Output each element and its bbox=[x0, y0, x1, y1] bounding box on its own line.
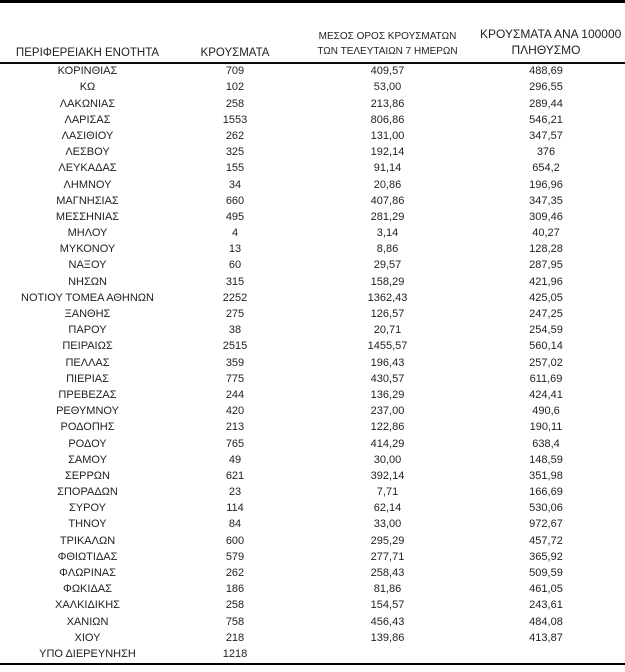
cell-cases: 758 bbox=[225, 615, 245, 628]
cell-cases: 420 bbox=[225, 405, 245, 418]
cell-per100k: 560,14 bbox=[529, 340, 563, 353]
cell-per100k: 530,06 bbox=[529, 502, 563, 515]
cell-cases: 325 bbox=[225, 146, 245, 159]
table-row bbox=[0, 258, 625, 274]
cell-per100k: 347,57 bbox=[529, 129, 563, 142]
table-row bbox=[0, 290, 625, 306]
cell-per100k: 421,96 bbox=[529, 275, 563, 288]
cell-region: ΜΕΣΣΗΝΙΑΣ bbox=[55, 210, 120, 223]
header-per100k-line1: ΚΡΟΥΣΜΑΤΑ ΑΝΑ 100000 bbox=[480, 27, 622, 42]
header-avg7-line2: ΤΩΝ ΤΕΛΕΥΤΑΙΩΝ 7 ΗΜΕΡΩΝ bbox=[317, 45, 458, 57]
cell-cases: 660 bbox=[225, 194, 245, 207]
cell-cases: 275 bbox=[225, 308, 245, 320]
cell-per100k: 376 bbox=[536, 146, 556, 159]
cell-region: ΣΥΡΟΥ bbox=[68, 502, 106, 515]
cell-region: ΞΑΝΘΗΣ bbox=[64, 308, 111, 320]
cell-avg7: 281,29 bbox=[370, 210, 405, 223]
table-row bbox=[0, 484, 625, 500]
table-row bbox=[0, 306, 625, 322]
cell-region: ΡΕΘΥΜΝΟΥ bbox=[56, 405, 119, 418]
cell-region: ΝΑΞΟΥ bbox=[68, 259, 107, 272]
table-row bbox=[0, 242, 625, 258]
cell-avg7: 277,71 bbox=[370, 550, 405, 563]
cell-per100k: 365,92 bbox=[529, 550, 563, 563]
cell-per100k: 457,72 bbox=[529, 534, 563, 547]
cell-cases: 262 bbox=[225, 567, 245, 579]
table-row bbox=[0, 646, 625, 662]
cell-cases: 258 bbox=[225, 97, 245, 110]
cell-cases: 13 bbox=[228, 243, 242, 256]
cell-per100k: 243,61 bbox=[529, 599, 563, 612]
header-cases: ΚΡΟΥΣΜΑΤΑ bbox=[200, 47, 270, 59]
table-row bbox=[0, 209, 625, 225]
cell-region: ΦΩΚΙΔΑΣ bbox=[63, 583, 112, 596]
table-row bbox=[0, 274, 625, 290]
table-header-row bbox=[0, 3, 625, 63]
cell-region: ΜΥΚΟΝΟΥ bbox=[59, 243, 116, 256]
cell-avg7: 392,14 bbox=[370, 469, 405, 482]
cell-cases: 244 bbox=[225, 388, 245, 401]
cell-avg7: 407,86 bbox=[370, 194, 405, 207]
cell-region: ΜΑΓΝΗΣΙΑΣ bbox=[56, 194, 119, 207]
cell-avg7: 30,00 bbox=[373, 453, 402, 466]
cell-region: ΠΑΡΟΥ bbox=[68, 324, 107, 337]
cell-cases: 621 bbox=[225, 469, 245, 482]
cell-region: ΧΑΛΚΙΔΙΚΗΣ bbox=[55, 599, 120, 612]
cell-cases: 155 bbox=[225, 162, 245, 175]
cell-cases: 49 bbox=[228, 453, 242, 466]
cell-cases: 765 bbox=[225, 437, 245, 450]
cell-avg7: 196,43 bbox=[370, 356, 405, 369]
cell-region: ΧΑΝΙΩΝ bbox=[66, 615, 109, 628]
cell-per100k: 546,21 bbox=[529, 113, 563, 126]
cell-avg7: 91,14 bbox=[373, 162, 402, 175]
cell-region: ΚΟΡΙΝΘΙΑΣ bbox=[57, 65, 118, 78]
cell-per100k: 296,55 bbox=[529, 81, 563, 94]
cell-avg7: 806,86 bbox=[370, 113, 405, 126]
cell-per100k: 190,11 bbox=[529, 421, 563, 434]
cell-cases: 2252 bbox=[222, 291, 248, 304]
cell-region: ΛΗΜΝΟΥ bbox=[63, 178, 112, 191]
cell-avg7: 154,57 bbox=[370, 599, 405, 612]
table-bottom-border bbox=[0, 663, 625, 665]
cell-region: ΥΠΟ ΔΙΕΡΕΥΝΗΣΗ bbox=[39, 647, 136, 660]
cell-per100k: 148,59 bbox=[529, 453, 563, 466]
cell-cases: 38 bbox=[228, 324, 242, 337]
table-row bbox=[0, 468, 625, 484]
cell-cases: 84 bbox=[228, 518, 242, 531]
cell-avg7: 20,71 bbox=[373, 324, 402, 337]
cell-region: ΛΑΡΙΣΑΣ bbox=[64, 113, 111, 126]
cell-per100k: 638,4 bbox=[532, 437, 560, 450]
cell-region: ΣΠΟΡΑΔΩΝ bbox=[57, 486, 118, 499]
cell-avg7: 126,57 bbox=[370, 308, 405, 320]
table-row bbox=[0, 501, 625, 517]
table-row bbox=[0, 420, 625, 436]
cell-per100k: 254,59 bbox=[529, 324, 563, 337]
cell-avg7: 136,29 bbox=[370, 388, 405, 401]
table-row bbox=[0, 630, 625, 646]
cell-per100k: 166,69 bbox=[529, 486, 563, 499]
cell-region: ΧΙΟΥ bbox=[74, 631, 101, 644]
cell-cases: 495 bbox=[225, 210, 245, 223]
table-row bbox=[0, 452, 625, 468]
header-per100k bbox=[480, 27, 622, 59]
cell-avg7: 81,86 bbox=[373, 583, 402, 596]
cell-region: ΠΡΕΒΕΖΑΣ bbox=[58, 388, 117, 401]
cell-region: ΡΟΔΟΠΗΣ bbox=[60, 421, 115, 434]
table-row bbox=[0, 614, 625, 630]
cell-region: ΛΑΣΙΘΙΟΥ bbox=[61, 129, 114, 142]
cell-cases: 218 bbox=[225, 631, 245, 644]
cell-region: ΜΗΛΟΥ bbox=[67, 227, 108, 240]
cell-per100k: 351,98 bbox=[529, 469, 563, 482]
cell-cases: 579 bbox=[225, 550, 245, 563]
cell-per100k: 654,2 bbox=[532, 162, 560, 175]
cell-per100k: 128,28 bbox=[529, 243, 563, 256]
table-row bbox=[0, 323, 625, 339]
table-row bbox=[0, 225, 625, 241]
cell-region: ΛΕΣΒΟΥ bbox=[65, 146, 110, 159]
cell-per100k: 425,05 bbox=[529, 291, 563, 304]
cell-cases: 34 bbox=[228, 178, 242, 191]
cell-per100k: 40,27 bbox=[532, 227, 560, 240]
cell-per100k: 289,44 bbox=[529, 97, 563, 110]
cell-per100k: 196,96 bbox=[529, 178, 563, 191]
cell-per100k: 509,59 bbox=[529, 567, 563, 579]
table-row bbox=[0, 193, 625, 209]
cell-per100k: 413,87 bbox=[529, 631, 563, 644]
cell-region: ΦΛΩΡΙΝΑΣ bbox=[59, 567, 116, 579]
table-row bbox=[0, 436, 625, 452]
cell-avg7: 430,57 bbox=[370, 372, 405, 385]
table-row bbox=[0, 387, 625, 403]
cell-per100k: 461,05 bbox=[529, 583, 563, 596]
table-row bbox=[0, 161, 625, 177]
cell-avg7: 1455,57 bbox=[367, 340, 408, 353]
cell-cases: 213 bbox=[225, 421, 245, 434]
cell-avg7: 213,86 bbox=[370, 97, 405, 110]
table-row bbox=[0, 128, 625, 144]
cell-per100k: 247,25 bbox=[529, 308, 563, 320]
table-row bbox=[0, 355, 625, 371]
table-row bbox=[0, 598, 625, 614]
header-region: ΠΕΡΙΦΕΡΕΙΑΚΗ ΕΝΟΤΗΤΑ bbox=[15, 47, 160, 59]
header-avg7 bbox=[295, 30, 480, 59]
cell-avg7: 7,71 bbox=[376, 486, 399, 499]
cell-cases: 2515 bbox=[222, 340, 248, 353]
table-row bbox=[0, 177, 625, 193]
table-row bbox=[0, 565, 625, 581]
cell-avg7: 29,57 bbox=[373, 259, 402, 272]
cell-region: ΡΟΔΟΥ bbox=[68, 437, 107, 450]
cell-cases: 600 bbox=[225, 534, 245, 547]
table-row bbox=[0, 371, 625, 387]
table-row bbox=[0, 145, 625, 161]
cell-cases: 262 bbox=[225, 129, 245, 142]
cell-cases: 315 bbox=[225, 275, 245, 288]
cell-avg7: 1362,43 bbox=[367, 291, 408, 304]
cell-region: ΤΡΙΚΑΛΩΝ bbox=[59, 534, 116, 547]
table-row bbox=[0, 533, 625, 549]
table-row bbox=[0, 64, 625, 80]
table-row bbox=[0, 404, 625, 420]
cell-per100k: 484,08 bbox=[529, 615, 563, 628]
cell-cases: 775 bbox=[225, 372, 245, 385]
cell-avg7: 409,57 bbox=[370, 65, 405, 78]
cell-avg7: 8,86 bbox=[376, 243, 399, 256]
cell-region: ΣΑΜΟΥ bbox=[68, 453, 107, 466]
cell-avg7: 237,00 bbox=[370, 405, 405, 418]
table-row bbox=[0, 582, 625, 598]
cell-cases: 60 bbox=[228, 259, 242, 272]
cell-region: ΤΗΝΟΥ bbox=[68, 518, 107, 531]
cell-avg7: 20,86 bbox=[373, 178, 402, 191]
cell-avg7: 53,00 bbox=[373, 81, 402, 94]
cell-avg7: 122,86 bbox=[370, 421, 405, 434]
cell-avg7: 139,86 bbox=[370, 631, 405, 644]
cell-region: ΠΕΙΡΑΙΩΣ bbox=[62, 340, 113, 353]
table-body bbox=[0, 64, 625, 663]
cell-avg7: 131,00 bbox=[370, 129, 405, 142]
cell-avg7: 62,14 bbox=[373, 502, 402, 515]
cell-per100k: 309,46 bbox=[529, 210, 563, 223]
cell-avg7: 258,43 bbox=[370, 567, 405, 579]
cell-region: ΝΟΤΙΟΥ ΤΟΜΕΑ ΑΘΗΝΩΝ bbox=[21, 291, 154, 304]
cell-avg7: 33,00 bbox=[373, 518, 402, 531]
table-row bbox=[0, 112, 625, 128]
cell-cases: 114 bbox=[226, 502, 244, 515]
cell-region: ΛΑΚΩΝΙΑΣ bbox=[59, 97, 116, 110]
cell-region: ΠΙΕΡΙΑΣ bbox=[66, 372, 109, 385]
cell-avg7: 158,29 bbox=[370, 275, 405, 288]
cell-per100k: 972,67 bbox=[529, 518, 563, 531]
cell-cases: 186 bbox=[225, 583, 245, 596]
cell-cases: 359 bbox=[225, 356, 245, 369]
cell-per100k: 424,41 bbox=[529, 388, 563, 401]
cell-avg7: 192,14 bbox=[370, 146, 405, 159]
header-avg7-line1: ΜΕΣΟΣ ΟΡΟΣ ΚΡΟΥΣΜΑΤΩΝ bbox=[318, 31, 457, 42]
cell-region: ΣΕΡΡΩΝ bbox=[65, 469, 110, 482]
table-row bbox=[0, 549, 625, 565]
cell-cases: 1218 bbox=[222, 647, 248, 660]
table-row bbox=[0, 517, 625, 533]
cell-cases: 709 bbox=[225, 65, 245, 78]
cell-avg7: 414,29 bbox=[370, 437, 405, 450]
cell-region: ΛΕΥΚΑΔΑΣ bbox=[58, 162, 117, 175]
cell-avg7: 295,29 bbox=[370, 534, 405, 547]
cell-per100k: 257,02 bbox=[529, 356, 563, 369]
cell-region: ΠΕΛΛΑΣ bbox=[65, 356, 110, 369]
table-row bbox=[0, 96, 625, 112]
cell-cases: 23 bbox=[228, 486, 242, 499]
cell-cases: 102 bbox=[225, 81, 245, 94]
cell-per100k: 611,69 bbox=[529, 372, 563, 385]
cell-per100k: 490,6 bbox=[532, 405, 560, 418]
cell-per100k: 347,35 bbox=[529, 194, 563, 207]
cell-region: ΦΘΙΩΤΙΔΑΣ bbox=[57, 550, 118, 563]
cell-cases: 4 bbox=[231, 227, 239, 240]
header-per100k-line2: ΠΛΗΘΥΣΜΟ bbox=[511, 43, 581, 58]
cell-cases: 1553 bbox=[222, 113, 248, 126]
table-row bbox=[0, 80, 625, 96]
cell-avg7: 3,14 bbox=[376, 227, 399, 240]
cell-cases: 258 bbox=[225, 599, 245, 612]
cell-per100k: 488,69 bbox=[529, 65, 563, 78]
table-row bbox=[0, 339, 625, 355]
cell-region: ΚΩ bbox=[79, 81, 96, 94]
cell-region: ΝΗΣΩΝ bbox=[68, 275, 107, 288]
cell-per100k: 287,95 bbox=[529, 259, 563, 272]
cell-avg7: 456,43 bbox=[370, 615, 405, 628]
